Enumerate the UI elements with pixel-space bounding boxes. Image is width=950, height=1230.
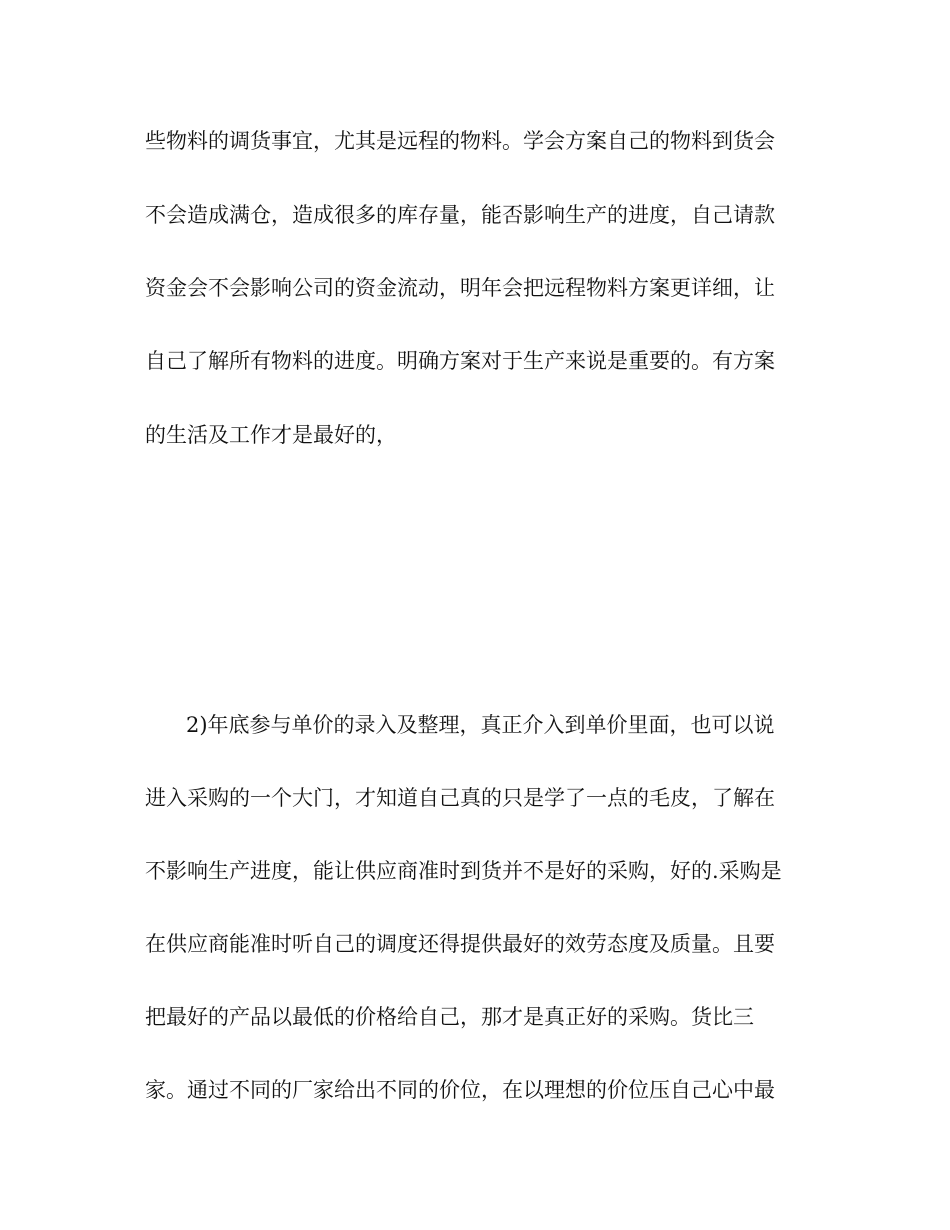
- paragraph-line: 自己了解所有物料的进度。明确方案对于生产来说是重要的。有方案: [145, 349, 775, 373]
- paragraph-line: 资金会不会影响公司的资金流动，明年会把远程物料方案更详细，让: [145, 276, 775, 300]
- paragraph-line: 不影响生产进度，能让供应商准时到货并不是好的采购，好的.采购是: [145, 859, 782, 883]
- paragraph-line: 的生活及工作才是最好的，: [145, 423, 397, 447]
- paragraph-line: 不会造成满仓，造成很多的库存量，能否影响生产的进度，自己请款: [145, 203, 775, 227]
- paragraph-line: 些物料的调货事宜，尤其是远程的物料。学会方案自己的物料到货会: [145, 129, 775, 153]
- paragraph-line: 进入采购的一个大门，才知道自己真的只是学了一点的毛皮，了解在: [145, 786, 775, 810]
- paragraph-line: 家。通过不同的厂家给出不同的价位，在以理想的价位压自己心中最: [145, 1078, 775, 1102]
- paragraph-line: 把最好的产品以最低的价格给自己，那才是真正好的采购。货比三: [145, 1005, 754, 1029]
- paragraph-line: 2)年底参与单价的录入及整理，真正介入到单价里面，也可以说: [186, 713, 775, 737]
- paragraph-line: 在供应商能准时听自己的调度还得提供最好的效劳态度及质量。且要: [145, 932, 775, 956]
